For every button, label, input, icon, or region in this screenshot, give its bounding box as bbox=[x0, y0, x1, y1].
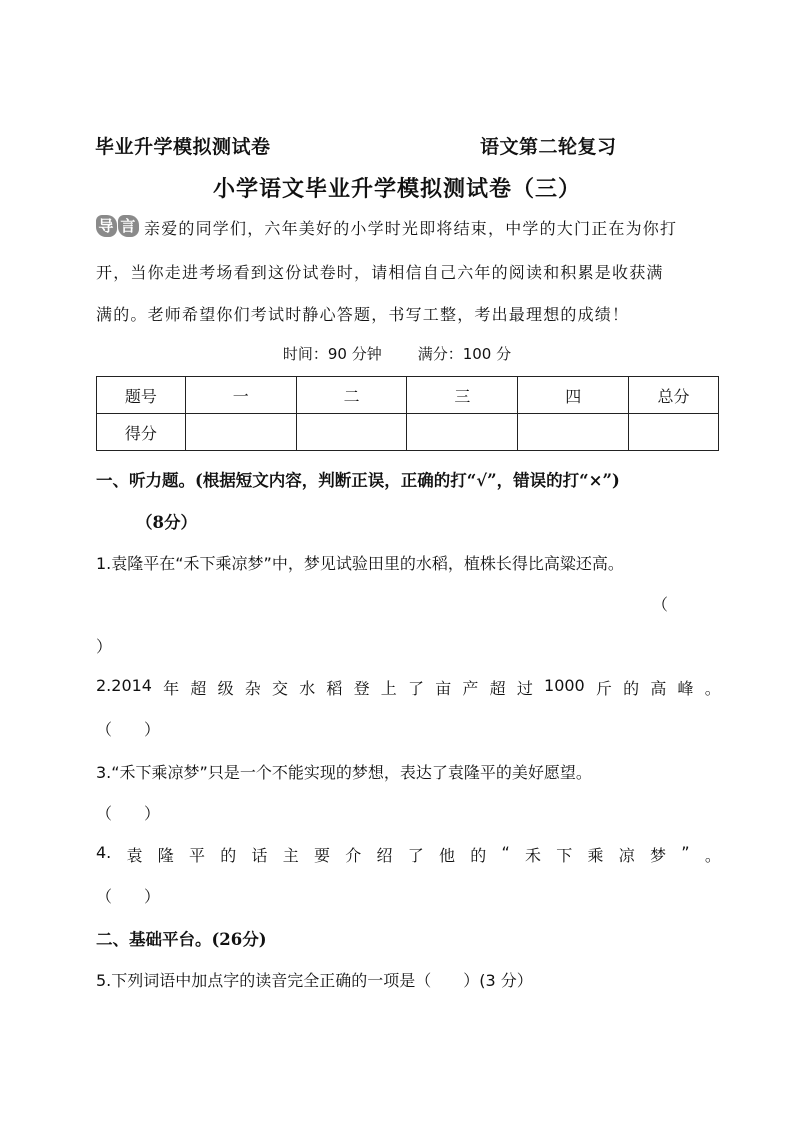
exam-time: 时间：90 分钟 bbox=[282, 345, 382, 363]
question-text-part: 过 bbox=[516, 679, 533, 698]
question-5: 5.下列词语中加点字的读音完全正确的一项是（ ）(3 分） bbox=[96, 971, 533, 990]
question-text-part: 产 bbox=[462, 679, 479, 698]
question-text-part: 稻 bbox=[326, 679, 343, 698]
question-text-part: 他 bbox=[439, 846, 456, 865]
score-cell[interactable] bbox=[629, 414, 719, 451]
question-3-answer[interactable]: （ ） bbox=[96, 804, 161, 823]
score-cell[interactable] bbox=[518, 414, 629, 451]
question-1: 1.袁隆平在“禾下乘凉梦”中，梦见试验田里的水稻，植株长得比高粱还高。 bbox=[96, 554, 624, 573]
question-text-part: 超 bbox=[489, 679, 506, 698]
question-text-part: “ bbox=[501, 843, 510, 862]
question-text-part: 了 bbox=[407, 846, 424, 865]
badge-char-2: 言 bbox=[118, 215, 139, 237]
question-text-part: 的 bbox=[623, 679, 640, 698]
question-text-part: 禾 bbox=[525, 846, 542, 865]
question-text-part: 水 bbox=[299, 679, 316, 698]
header-cell: 总分 bbox=[629, 377, 719, 414]
question-text-part: 峰 bbox=[677, 679, 694, 698]
question-1-paren-close: ） bbox=[96, 637, 113, 656]
score-cell[interactable] bbox=[296, 414, 407, 451]
intro-text-1: 亲爱的同学们，六年美好的小学时光即将结束，中学的大门正在为你打 bbox=[144, 219, 678, 238]
section1-points: （8分） bbox=[136, 513, 197, 532]
header-cell: 三 bbox=[407, 377, 518, 414]
question-text-part: 。 bbox=[704, 679, 721, 698]
header-left: 毕业升学模拟测试卷 bbox=[95, 136, 271, 158]
question-text-part: 超 bbox=[190, 679, 207, 698]
question-text-part: 交 bbox=[271, 679, 288, 698]
score-cell[interactable] bbox=[407, 414, 518, 451]
score-row-label: 得分 bbox=[97, 414, 186, 451]
header-cell: 一 bbox=[185, 377, 296, 414]
question-3: 3.“禾下乘凉梦”只是一个不能实现的梦想，表达了袁隆平的美好愿望。 bbox=[96, 763, 592, 782]
question-text-part: 袁 bbox=[126, 846, 143, 865]
intro-badge-icon bbox=[96, 215, 142, 241]
question-text-part: 高 bbox=[650, 679, 667, 698]
question-4 bbox=[96, 843, 721, 866]
header-right: 语文第二轮复习 bbox=[480, 136, 617, 158]
section1-title: 一、听力题。(根据短文内容，判断正误，正确的打“√”，错误的打“×”) bbox=[96, 471, 620, 490]
question-text-part: 上 bbox=[380, 679, 397, 698]
question-text-part: 了 bbox=[408, 679, 425, 698]
score-table-score-row bbox=[97, 414, 719, 451]
section2-title: 二、基础平台。(26分) bbox=[96, 930, 267, 949]
question-text-part: 斤 bbox=[595, 679, 612, 698]
intro-line-3: 满的。老师希望你们考试时静心答题，书写工整，考出最理想的成绩！ bbox=[96, 305, 630, 324]
question-2 bbox=[96, 676, 721, 699]
question-text-part: 的 bbox=[470, 846, 487, 865]
question-text-part: 年 bbox=[163, 679, 180, 698]
exam-full-score: 满分：100 分 bbox=[417, 345, 512, 363]
question-text-part: 介 bbox=[345, 846, 362, 865]
question-text-part: 1000 bbox=[544, 676, 585, 695]
intro-line-1 bbox=[96, 216, 677, 243]
question-text-part: 主 bbox=[282, 846, 299, 865]
score-table-header-row bbox=[97, 377, 719, 414]
score-table bbox=[96, 376, 719, 451]
question-text-part: 隆 bbox=[157, 846, 174, 865]
question-text-part: 平 bbox=[189, 846, 206, 865]
question-text-part: 杂 bbox=[244, 679, 261, 698]
question-text-part: 登 bbox=[353, 679, 370, 698]
question-text-part: 2.2014 bbox=[96, 676, 152, 695]
question-text-part: 的 bbox=[220, 846, 237, 865]
question-text-part: 下 bbox=[556, 846, 573, 865]
question-1-paren-open: （ bbox=[652, 595, 669, 614]
question-text-part: ” bbox=[681, 843, 690, 862]
question-text-part: 4. bbox=[96, 843, 112, 862]
exam-title: 小学语文毕业升学模拟测试卷（三） bbox=[212, 176, 581, 202]
question-text-part: 梦 bbox=[650, 846, 667, 865]
badge-char-1: 导 bbox=[96, 215, 117, 237]
question-text-part: 要 bbox=[314, 846, 331, 865]
header-cell: 四 bbox=[518, 377, 629, 414]
question-text-part: 话 bbox=[251, 846, 268, 865]
header-cell: 二 bbox=[296, 377, 407, 414]
question-text-part: 凉 bbox=[618, 846, 635, 865]
score-cell[interactable] bbox=[185, 414, 296, 451]
intro-line-2: 开，当你走进考场看到这份试卷时，请相信自己六年的阅读和积累是收获满 bbox=[96, 263, 664, 282]
question-text-part: 绍 bbox=[376, 846, 393, 865]
question-text-part: 乘 bbox=[587, 846, 604, 865]
question-text-part: 。 bbox=[704, 846, 721, 865]
exam-info bbox=[0, 343, 794, 364]
question-2-answer[interactable]: （ ） bbox=[96, 720, 161, 739]
question-4-answer[interactable]: （ ） bbox=[96, 887, 161, 906]
header-cell: 题号 bbox=[97, 377, 186, 414]
question-text-part: 级 bbox=[217, 679, 234, 698]
question-text-part: 亩 bbox=[435, 679, 452, 698]
